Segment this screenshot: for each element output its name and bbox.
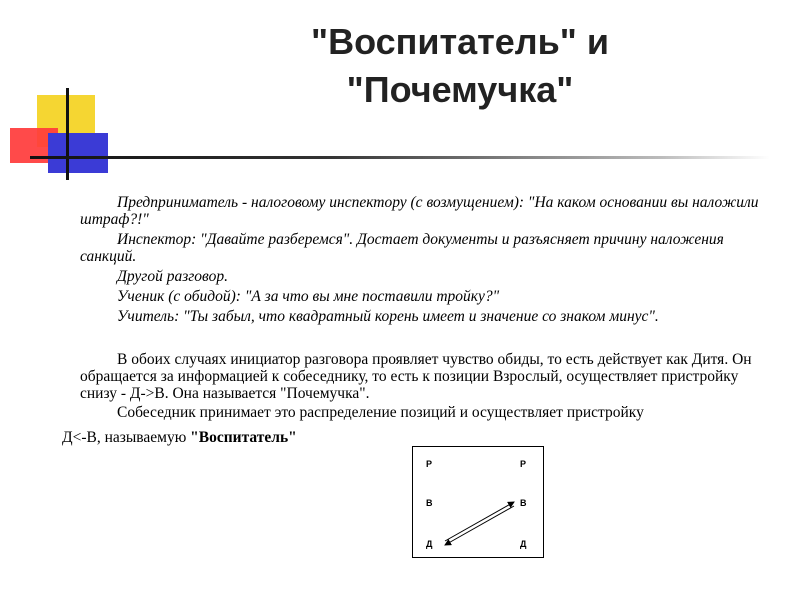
definition-prefix: Д<-В, называемую (62, 429, 191, 446)
decor-blue-square (48, 133, 108, 173)
title-line-2: "Почемучка" (346, 69, 574, 110)
arrow-v-to-d (445, 506, 514, 545)
vospitatel-definition (62, 429, 297, 446)
dialog-line: Ученик (с обидой): "А за что вы мне поставили тройку?" (117, 288, 500, 305)
diagram-label-right-d: Д (520, 539, 527, 549)
diagram-label-right-p: Р (520, 459, 527, 469)
diagram-label-right-v: В (520, 498, 527, 508)
dialog-line: Другой разговор. (117, 268, 228, 285)
transaction-diagram (412, 446, 544, 558)
diagram-label-left-v: В (426, 498, 433, 508)
dialog-examples (80, 194, 760, 328)
explanation-text (80, 351, 760, 423)
diagram-arrows (413, 447, 545, 559)
decor-vertical-line (66, 88, 69, 180)
explanation-paragraph: Собеседник принимает это распределение позиций и осуществляет пристройку (117, 404, 644, 421)
dialog-line: Учитель: "Ты забыл, что квадратный корень имеет и значение со знаком минус". (117, 308, 659, 325)
title-divider-line (30, 156, 770, 159)
diagram-label-left-d: Д (426, 539, 433, 549)
dialog-line: Инспектор: "Давайте разберемся". Достает документы и разъясняет причину наложения санкций. (80, 231, 724, 265)
title-line-1: "Воспитатель" и (311, 21, 609, 62)
dialog-line: Предприниматель - налоговому инспектору (с возмущением): "На каком основании вы наложили штраф?!" (80, 194, 759, 228)
definition-term: "Воспитатель" (190, 429, 297, 446)
diagram-label-left-p: Р (426, 459, 433, 469)
arrow-d-to-v (445, 502, 514, 541)
explanation-paragraph: В обоих случаях инициатор разговора проявляет чувство обиды, то есть действует как Дитя. Он обращается за информацией к собеседнику, то есть к позиции Взрослый, осуществляет пристройку снизу - Д->В. Она называется "Почемучка". (80, 351, 752, 402)
slide-title (250, 18, 670, 114)
